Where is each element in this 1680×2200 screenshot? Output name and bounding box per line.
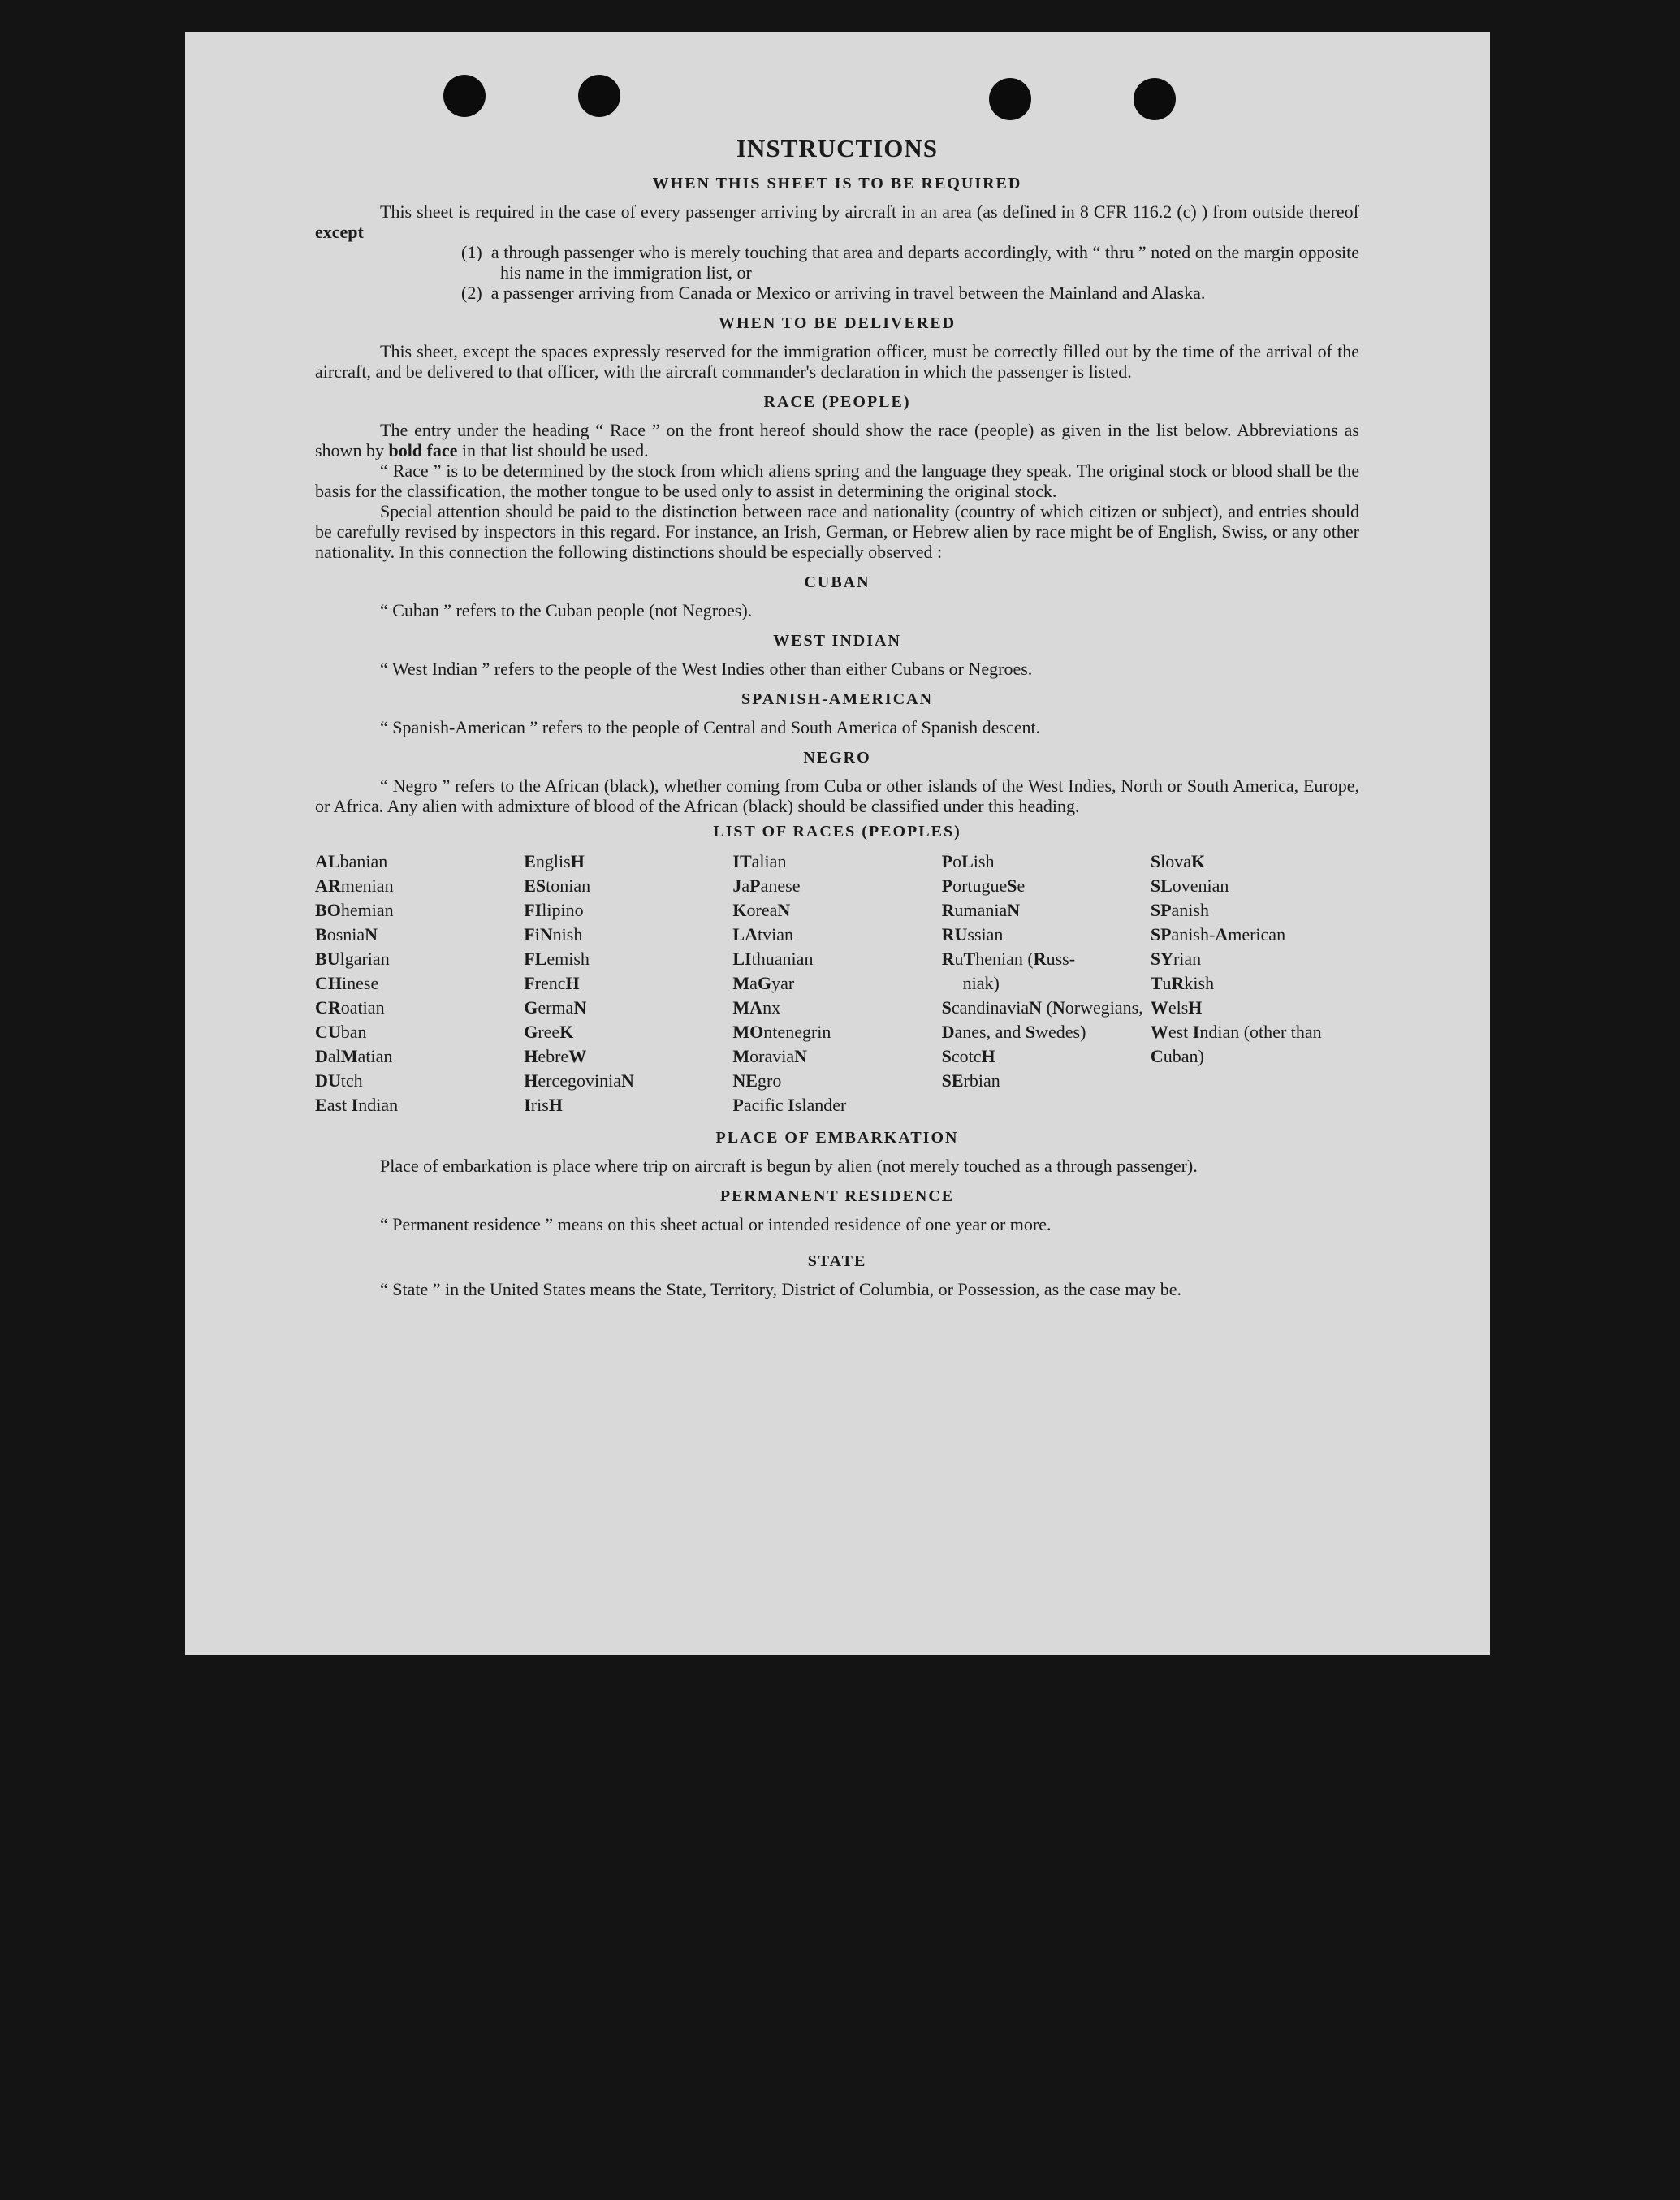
race-item: DalMatian	[315, 1046, 393, 1066]
race-column	[942, 849, 1151, 1117]
paragraph: “ Negro ” refers to the African (black), whether coming from Cuba or other islands of the West Indies, North or South America, Europe, or Africa. Any alien with admixture of blood of the African (black) should be classified under this heading.	[315, 776, 1359, 816]
section-heading: RACE (PEOPLE)	[763, 393, 911, 411]
race-item: EStonian	[524, 875, 591, 896]
paragraph: Place of embarkation is place where trip on aircraft is begun by alien (not merely touched as a through passenger).	[380, 1156, 1198, 1176]
race-item: MaGyar	[732, 973, 795, 993]
document-sheet	[185, 32, 1490, 1655]
race-item: PortugueSe	[941, 875, 1026, 896]
list-item: (1) a through passenger who is merely touching that area and departs accordingly, with “ thru ” noted on the margin opposite his name in the immigration list, or	[461, 242, 1360, 283]
race-item: East Indian	[315, 1095, 399, 1115]
race-item: HebreW	[524, 1046, 587, 1066]
paragraph: “ Cuban ” refers to the Cuban people (not Negroes).	[380, 600, 753, 620]
race-item: RuThenian (Russ-	[941, 949, 1076, 969]
page-title: INSTRUCTIONS	[736, 134, 938, 162]
document-content	[315, 134, 1359, 1299]
paragraph: “ Race ” is to be determined by the stock from which aliens spring and the language they speak. The original stock or blood shall be the basis for the classification, the mother tongue to be used only to assist in determining the original stock.	[315, 460, 1359, 501]
race-item: CUban	[315, 1022, 367, 1042]
race-item: MoraviaN	[732, 1046, 808, 1066]
race-item: SLovenian	[1150, 875, 1229, 896]
race-item: West Indian (other than Cuban)	[1150, 1022, 1322, 1066]
punch-hole	[1134, 78, 1176, 120]
section-heading: SPANISH-AMERICAN	[741, 690, 934, 708]
race-item: RUssian	[941, 924, 1004, 944]
race-item: SYrian	[1150, 949, 1202, 969]
paragraph: This sheet is required in the case of every passenger arriving by aircraft in an area (as defined in 8 CFR 116.2 (c) ) from outside thereof except	[315, 201, 1359, 242]
race-item: FLemish	[524, 949, 590, 969]
race-item: ITalian	[732, 851, 787, 871]
section-heading: CUBAN	[804, 573, 870, 591]
section-heading: NEGRO	[803, 749, 871, 767]
race-item: PoLish	[941, 851, 995, 871]
paragraph: Special attention should be paid to the distinction between race and nationality (country of which citizen or subject), and entries should be carefully revised by inspectors in this regard. For instance, an Irish, German, or Hebrew alien by race might be of English, Swiss, or any other nationality. In this connection the following distinctions should be especially observed :	[315, 501, 1359, 562]
section-heading: WHEN THIS SHEET IS TO BE REQUIRED	[652, 175, 1022, 192]
paragraph: The entry under the heading “ Race ” on the front hereof should show the race (people) as given in the list below. Abbreviations as shown by bold face in that list should be used.	[315, 420, 1359, 460]
race-item: niak)	[962, 973, 1000, 993]
section-heading: PLACE OF EMBARKATION	[715, 1129, 959, 1147]
race-item: FiNnish	[524, 924, 583, 944]
race-item: FIlipino	[524, 900, 584, 920]
race-item: JaPanese	[732, 875, 801, 896]
paragraph: “ West Indian ” refers to the people of the West Indies other than either Cubans or Negroes.	[380, 659, 1033, 679]
race-item: CHinese	[315, 973, 379, 993]
race-item: MAnx	[732, 997, 781, 1018]
race-item: GreeK	[524, 1022, 574, 1042]
section-heading: PERMANENT RESIDENCE	[719, 1187, 955, 1205]
race-item: TuRkish	[1150, 973, 1215, 993]
race-item: BosniaN	[315, 924, 378, 944]
race-column	[315, 849, 524, 1117]
race-list	[315, 849, 1359, 1117]
race-item: SlovaK	[1150, 851, 1206, 871]
paragraph: This sheet, except the spaces expressly reserved for the immigration officer, must be correctly filled out by the time of the arrival of the aircraft, and be delivered to that officer, with the aircraft commander's declaration in which the passenger is listed.	[315, 341, 1359, 382]
race-column	[1151, 849, 1359, 1117]
punch-hole	[989, 78, 1031, 120]
section-heading: WEST INDIAN	[773, 632, 901, 650]
race-item: CRoatian	[315, 997, 385, 1018]
race-item: LAtvian	[732, 924, 793, 944]
race-item: KoreaN	[732, 900, 791, 920]
race-item: Pacific Islander	[732, 1095, 847, 1115]
race-item: MOntenegrin	[732, 1022, 831, 1042]
race-item: IrisH	[524, 1095, 563, 1115]
race-item: SErbian	[941, 1070, 1000, 1091]
paragraph: “ Permanent residence ” means on this sheet actual or intended residence of one year or more.	[380, 1214, 1052, 1234]
race-column	[732, 849, 941, 1117]
race-item: SPanish-American	[1150, 924, 1286, 944]
section-heading: WHEN TO BE DELIVERED	[718, 314, 957, 332]
race-column	[524, 849, 732, 1117]
punch-hole	[443, 75, 486, 117]
paragraph: “ State ” in the United States means the State, Territory, District of Columbia, or Possession, as the case may be.	[380, 1279, 1182, 1299]
race-item: BOhemian	[315, 900, 394, 920]
race-item: ALbanian	[315, 851, 388, 871]
race-item: SPanish	[1150, 900, 1209, 920]
paragraph: “ Spanish-American ” refers to the people of Central and South America of Spanish descent.	[380, 717, 1041, 737]
race-item: NEgro	[732, 1070, 782, 1091]
race-item: LIthuanian	[732, 949, 814, 969]
race-item: ScandinaviaN (Norwegians, Danes, and Swedes)	[941, 997, 1143, 1042]
race-item: HercegoviniaN	[524, 1070, 634, 1091]
race-item: BUlgarian	[315, 949, 390, 969]
list-item: (2) a passenger arriving from Canada or Mexico or arriving in travel between the Mainland and Alaska.	[461, 283, 1206, 303]
race-item: RumaniaN	[941, 900, 1021, 920]
race-item: DUtch	[315, 1070, 363, 1091]
section-heading: STATE	[807, 1252, 867, 1270]
race-item: ScotcH	[941, 1046, 995, 1066]
race-item: WelsH	[1150, 997, 1203, 1018]
race-item: GermaN	[524, 997, 587, 1018]
race-item: FrencH	[524, 973, 580, 993]
punch-hole	[578, 75, 620, 117]
race-item: EnglisH	[524, 851, 585, 871]
race-item: ARmenian	[315, 875, 394, 896]
section-heading: LIST OF RACES (PEOPLES)	[713, 823, 961, 841]
